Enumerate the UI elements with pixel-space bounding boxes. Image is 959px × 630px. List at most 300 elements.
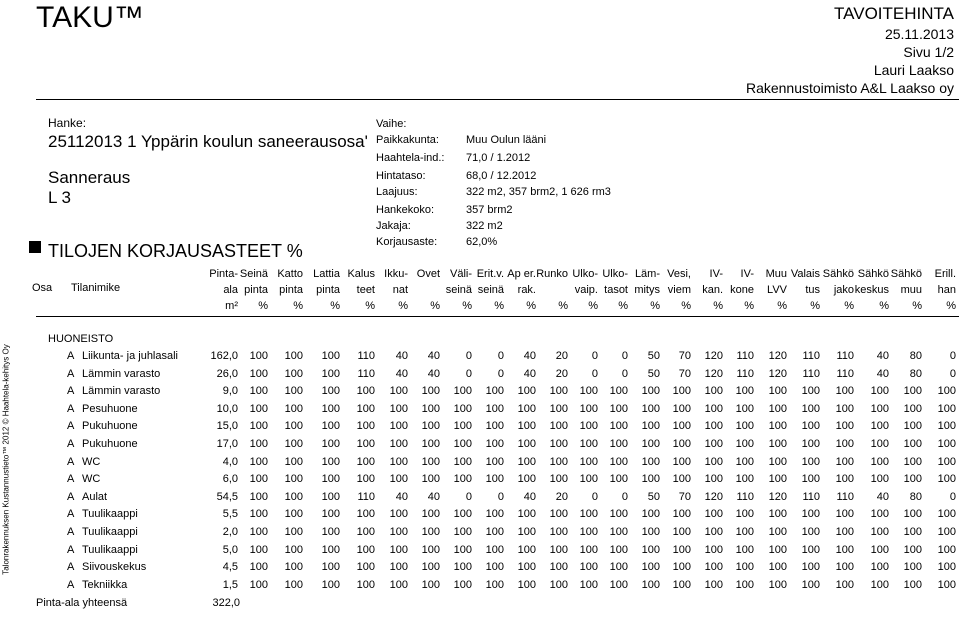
table-cell: 100 — [641, 508, 660, 520]
table-cell: 100 — [641, 544, 660, 556]
table-cell: 100 — [549, 526, 568, 538]
column-header: Sähkö — [890, 268, 922, 280]
table-cell: 100 — [672, 561, 691, 573]
hanke-label: Hanke: — [48, 116, 87, 130]
row-name: Pukuhuone — [82, 438, 138, 450]
table-cell: 100 — [579, 579, 598, 591]
table-cell: 100 — [937, 526, 956, 538]
table-cell: 100 — [485, 385, 504, 397]
info-value: 322 m2, 357 brm2, 1 626 rm3 — [466, 186, 611, 198]
table-cell: 40 — [523, 350, 536, 362]
table-cell: 100 — [903, 544, 922, 556]
column-header: nat — [392, 284, 408, 296]
table-cell: 100 — [579, 456, 598, 468]
group-label: HUONEISTO — [48, 333, 114, 345]
table-cell: 100 — [356, 561, 375, 573]
column-header: % — [398, 300, 408, 312]
table-cell: 100 — [356, 385, 375, 397]
table-cell: 100 — [870, 526, 889, 538]
table-cell: 100 — [870, 438, 889, 450]
table-cell: 26,0 — [216, 368, 238, 380]
table-cell: 100 — [549, 420, 568, 432]
table-cell: 20 — [555, 350, 568, 362]
table-cell: 15,0 — [216, 420, 238, 432]
table-cell: 100 — [321, 491, 340, 503]
table-cell: 100 — [453, 385, 472, 397]
info-label: Korjausaste: — [376, 236, 438, 248]
column-header: seinä — [445, 284, 472, 296]
table-cell: 100 — [421, 456, 440, 468]
table-cell: 100 — [321, 403, 340, 415]
table-cell: 100 — [249, 579, 268, 591]
table-cell: 100 — [672, 438, 691, 450]
section-title: TILOJEN KORJAUSASTEET % — [48, 241, 303, 261]
header-divider — [36, 99, 959, 100]
table-cell: 100 — [356, 456, 375, 468]
table-cell: 100 — [249, 456, 268, 468]
row-name: Tuulikaappi — [82, 526, 138, 538]
table-cell: 0 — [949, 368, 956, 380]
table-cell: 100 — [453, 526, 472, 538]
table-cell: 100 — [903, 579, 922, 591]
table-cell: 100 — [801, 403, 820, 415]
table-cell: 100 — [903, 438, 922, 450]
table-cell: 100 — [609, 438, 628, 450]
table-cell: 100 — [704, 526, 723, 538]
table-cell: 100 — [735, 508, 754, 520]
table-cell: 100 — [801, 579, 820, 591]
table-cell: 100 — [485, 544, 504, 556]
table-cell: 100 — [903, 526, 922, 538]
table-cell: 100 — [768, 579, 787, 591]
table-cell: 4,0 — [222, 456, 238, 468]
table-cell: 70 — [678, 368, 691, 380]
table-cell: 100 — [735, 456, 754, 468]
info-value: 322 m2 — [466, 220, 503, 232]
table-cell: 100 — [485, 508, 504, 520]
column-header: mitys — [634, 284, 660, 296]
column-header: % — [526, 300, 536, 312]
table-cell: 100 — [389, 438, 408, 450]
column-header: % — [258, 300, 268, 312]
column-header: pinta — [244, 284, 268, 296]
table-cell: 100 — [937, 438, 956, 450]
table-cell: 100 — [549, 385, 568, 397]
column-header: kone — [730, 284, 754, 296]
table-cell: 80 — [909, 350, 922, 362]
column-header: viem — [667, 284, 691, 296]
table-cell: 100 — [768, 561, 787, 573]
info-label: Laajuus: — [376, 186, 418, 198]
info-label: Paikkakunta: — [376, 134, 439, 146]
table-cell: 0 — [497, 491, 504, 503]
table-cell: 100 — [485, 526, 504, 538]
column-header: tasot — [604, 284, 628, 296]
table-cell: 100 — [735, 385, 754, 397]
table-cell: 100 — [672, 403, 691, 415]
table-cell: 100 — [284, 368, 303, 380]
table-cell: 100 — [485, 579, 504, 591]
row-name: Aulat — [82, 491, 108, 503]
column-header: IV- — [740, 268, 754, 280]
table-cell: 100 — [609, 403, 628, 415]
table-cell: 100 — [321, 350, 340, 362]
table-cell: 110 — [357, 491, 375, 503]
column-header: kan. — [702, 284, 723, 296]
table-cell: 100 — [421, 508, 440, 520]
table-cell: 100 — [835, 473, 854, 485]
row-osa: A — [67, 403, 75, 415]
table-cell: 100 — [609, 420, 628, 432]
table-cell: 100 — [356, 403, 375, 415]
table-cell: 100 — [389, 473, 408, 485]
table-cell: 100 — [453, 403, 472, 415]
row-name: Pukuhuone — [82, 420, 138, 432]
table-cell: 100 — [870, 561, 889, 573]
table-cell: 100 — [517, 508, 536, 520]
row-osa: A — [67, 544, 75, 556]
row-osa: A — [67, 350, 75, 362]
table-cell: 100 — [249, 385, 268, 397]
column-header: Valais — [790, 268, 820, 280]
table-cell: 100 — [903, 456, 922, 468]
table-cell: 17,0 — [216, 438, 238, 450]
table-cell: 100 — [249, 473, 268, 485]
table-cell: 100 — [249, 350, 268, 362]
table-cell: 100 — [672, 544, 691, 556]
column-header: % — [365, 300, 375, 312]
table-cell: 110 — [736, 350, 754, 362]
table-cell: 100 — [579, 473, 598, 485]
table-cell: 100 — [453, 438, 472, 450]
column-header: % — [618, 300, 628, 312]
table-cell: 100 — [835, 526, 854, 538]
table-cell: 100 — [284, 526, 303, 538]
column-header: Ulko- — [572, 268, 598, 280]
table-cell: 0 — [465, 491, 472, 503]
column-header: Väli- — [449, 268, 472, 280]
company-name: Rakennustoimisto A&L Laakso oy — [745, 80, 954, 96]
table-cell: 100 — [517, 526, 536, 538]
table-cell: 100 — [937, 420, 956, 432]
table-cell: 100 — [321, 385, 340, 397]
column-header: seinä — [477, 284, 504, 296]
section-marker — [29, 241, 41, 253]
table-cell: 120 — [704, 350, 723, 362]
table-cell: 100 — [453, 420, 472, 432]
table-cell: 110 — [802, 368, 820, 380]
table-cell: 100 — [249, 508, 268, 520]
table-cell: 0 — [591, 491, 598, 503]
row-name: Tekniikka — [82, 579, 128, 591]
table-cell: 100 — [517, 473, 536, 485]
table-cell: 100 — [801, 385, 820, 397]
table-cell: 100 — [835, 561, 854, 573]
page-number: Sivu 1/2 — [903, 44, 954, 60]
table-cell: 100 — [672, 385, 691, 397]
table-cell: 120 — [704, 368, 723, 380]
row-osa: A — [67, 561, 75, 573]
table-cell: 100 — [870, 420, 889, 432]
column-header: Ovet — [416, 268, 440, 280]
table-cell: 40 — [876, 350, 889, 362]
table-cell: 100 — [801, 561, 820, 573]
table-cell: 4,5 — [222, 561, 238, 573]
table-cell: 100 — [453, 456, 472, 468]
table-cell: 9,0 — [222, 385, 238, 397]
column-header: % — [462, 300, 472, 312]
table-cell: 100 — [672, 456, 691, 468]
column-header: % — [293, 300, 303, 312]
table-cell: 100 — [453, 508, 472, 520]
table-cell: 100 — [389, 420, 408, 432]
table-cell: 100 — [937, 544, 956, 556]
table-cell: 100 — [549, 579, 568, 591]
table-cell: 110 — [736, 491, 754, 503]
table-cell: 100 — [903, 508, 922, 520]
table-cell: 100 — [389, 579, 408, 591]
table-cell: 100 — [321, 544, 340, 556]
table-header-divider — [36, 316, 959, 317]
column-header: pinta — [279, 284, 303, 296]
person-name: Lauri Laakso — [873, 62, 954, 78]
column-header: % — [494, 300, 504, 312]
table-cell: 100 — [579, 508, 598, 520]
table-cell: 100 — [641, 403, 660, 415]
table-cell: 100 — [835, 508, 854, 520]
table-cell: 100 — [249, 561, 268, 573]
table-cell: 100 — [321, 561, 340, 573]
info-label: Jakaja: — [376, 220, 411, 232]
row-osa: A — [67, 385, 75, 397]
column-header: Vesi, — [667, 268, 691, 280]
table-cell: 100 — [870, 579, 889, 591]
table-cell: 110 — [836, 491, 854, 503]
table-cell: 110 — [836, 350, 854, 362]
table-cell: 100 — [284, 438, 303, 450]
table-cell: 100 — [801, 508, 820, 520]
table-cell: 100 — [249, 491, 268, 503]
table-cell: 0 — [465, 350, 472, 362]
column-header: tus — [805, 284, 820, 296]
table-cell: 100 — [609, 561, 628, 573]
table-cell: 100 — [284, 420, 303, 432]
table-cell: 40 — [427, 368, 440, 380]
column-header: Ikku- — [384, 268, 408, 280]
table-cell: 50 — [647, 491, 660, 503]
table-cell: 100 — [389, 385, 408, 397]
table-cell: 100 — [485, 456, 504, 468]
table-cell: 100 — [735, 544, 754, 556]
table-cell: 100 — [937, 579, 956, 591]
table-cell: 100 — [735, 438, 754, 450]
column-header: Seinä — [239, 268, 268, 280]
table-cell: 100 — [735, 579, 754, 591]
table-cell: 40 — [395, 368, 408, 380]
table-cell: 100 — [389, 508, 408, 520]
table-cell: 100 — [835, 438, 854, 450]
table-cell: 100 — [485, 561, 504, 573]
column-header: % — [330, 300, 340, 312]
table-cell: 100 — [937, 456, 956, 468]
table-cell: 100 — [284, 403, 303, 415]
table-cell: 100 — [284, 508, 303, 520]
table-cell: 0 — [497, 350, 504, 362]
table-cell: 5,5 — [222, 508, 238, 520]
row-name: Lämmin varasto — [82, 368, 161, 380]
column-header: m² — [225, 300, 238, 312]
table-cell: 100 — [549, 473, 568, 485]
table-cell: 100 — [421, 526, 440, 538]
column-header: % — [844, 300, 854, 312]
column-header: Erit.v. — [476, 268, 504, 280]
table-cell: 100 — [937, 508, 956, 520]
table-cell: 100 — [517, 385, 536, 397]
table-cell: 100 — [735, 561, 754, 573]
table-cell: 100 — [672, 579, 691, 591]
table-cell: 100 — [735, 526, 754, 538]
column-header: pinta — [316, 284, 340, 296]
table-cell: 100 — [768, 508, 787, 520]
table-cell: 100 — [870, 508, 889, 520]
table-cell: 100 — [321, 579, 340, 591]
table-cell: 100 — [517, 544, 536, 556]
info-label: Hankekoko: — [376, 204, 435, 216]
row-name: WC — [82, 456, 101, 468]
table-cell: 100 — [768, 473, 787, 485]
table-cell: 100 — [903, 403, 922, 415]
table-cell: 100 — [735, 403, 754, 415]
column-header: Katto — [277, 268, 303, 280]
table-cell: 110 — [357, 350, 375, 362]
table-cell: 0 — [621, 350, 628, 362]
table-cell: 110 — [357, 368, 375, 380]
column-header: % — [946, 300, 956, 312]
table-cell: 100 — [549, 438, 568, 450]
table-cell: 100 — [284, 385, 303, 397]
osa-header: Osa — [32, 282, 53, 294]
info-value: 357 brm2 — [466, 204, 513, 216]
column-header: % — [681, 300, 691, 312]
row-name: Pesuhuone — [82, 403, 138, 415]
total-value: 322,0 — [212, 597, 240, 609]
table-cell: 100 — [835, 420, 854, 432]
row-osa: A — [67, 438, 75, 450]
column-header: % — [744, 300, 754, 312]
table-cell: 100 — [389, 526, 408, 538]
table-cell: 100 — [579, 526, 598, 538]
table-cell: 0 — [591, 350, 598, 362]
table-cell: 100 — [801, 473, 820, 485]
table-cell: 100 — [421, 473, 440, 485]
table-cell: 100 — [903, 420, 922, 432]
table-cell: 100 — [421, 561, 440, 573]
table-cell: 100 — [579, 420, 598, 432]
table-cell: 20 — [555, 368, 568, 380]
table-cell: 0 — [621, 491, 628, 503]
column-header: vaip. — [574, 284, 598, 296]
info-value: 71,0 / 1.2012 — [466, 152, 531, 164]
table-cell: 100 — [835, 403, 854, 415]
column-header: keskus — [854, 284, 889, 296]
table-cell: 1,5 — [222, 579, 238, 591]
project-subtitle-2: L 3 — [48, 188, 72, 207]
table-cell: 100 — [321, 438, 340, 450]
table-cell: 40 — [876, 368, 889, 380]
table-cell: 100 — [485, 420, 504, 432]
table-cell: 100 — [937, 473, 956, 485]
table-cell: 100 — [389, 456, 408, 468]
table-cell: 100 — [704, 385, 723, 397]
table-cell: 100 — [870, 456, 889, 468]
table-cell: 100 — [549, 508, 568, 520]
table-cell: 10,0 — [216, 403, 238, 415]
table-cell: 100 — [609, 508, 628, 520]
column-header: Lattia — [313, 268, 340, 280]
table-cell: 40 — [395, 491, 408, 503]
table-cell: 100 — [321, 526, 340, 538]
table-cell: 100 — [421, 403, 440, 415]
table-cell: 120 — [768, 350, 787, 362]
column-header: muu — [900, 284, 922, 296]
table-cell: 100 — [356, 508, 375, 520]
table-cell: 100 — [356, 526, 375, 538]
table-cell: 100 — [517, 579, 536, 591]
table-cell: 120 — [704, 491, 723, 503]
table-cell: 100 — [249, 368, 268, 380]
table-cell: 100 — [517, 438, 536, 450]
column-header: Muu — [765, 268, 787, 280]
table-cell: 100 — [672, 420, 691, 432]
table-cell: 100 — [517, 561, 536, 573]
table-cell: 100 — [768, 526, 787, 538]
table-cell: 100 — [735, 473, 754, 485]
column-header: han — [937, 284, 956, 296]
table-cell: 100 — [421, 420, 440, 432]
table-cell: 100 — [704, 579, 723, 591]
table-cell: 0 — [949, 350, 956, 362]
table-cell: 100 — [549, 544, 568, 556]
table-cell: 100 — [835, 456, 854, 468]
table-cell: 100 — [768, 544, 787, 556]
row-osa: A — [67, 491, 75, 503]
table-cell: 100 — [641, 526, 660, 538]
table-cell: 100 — [768, 420, 787, 432]
row-osa: A — [67, 473, 75, 485]
column-header: Läm- — [634, 268, 660, 280]
column-header: Sähkö — [857, 268, 889, 280]
table-cell: 100 — [609, 579, 628, 591]
table-cell: 100 — [485, 473, 504, 485]
column-header: % — [777, 300, 787, 312]
table-cell: 100 — [485, 438, 504, 450]
table-cell: 100 — [903, 561, 922, 573]
table-cell: 100 — [609, 526, 628, 538]
table-cell: 100 — [835, 579, 854, 591]
table-cell: 100 — [801, 420, 820, 432]
row-name: Tuulikaappi — [82, 544, 138, 556]
table-cell: 100 — [704, 561, 723, 573]
table-cell: 100 — [870, 403, 889, 415]
column-header: % — [558, 300, 568, 312]
table-cell: 100 — [903, 473, 922, 485]
row-osa: A — [67, 368, 75, 380]
table-cell: 100 — [389, 403, 408, 415]
table-cell: 100 — [453, 473, 472, 485]
table-cell: 100 — [641, 420, 660, 432]
table-cell: 0 — [949, 491, 956, 503]
table-cell: 100 — [549, 456, 568, 468]
